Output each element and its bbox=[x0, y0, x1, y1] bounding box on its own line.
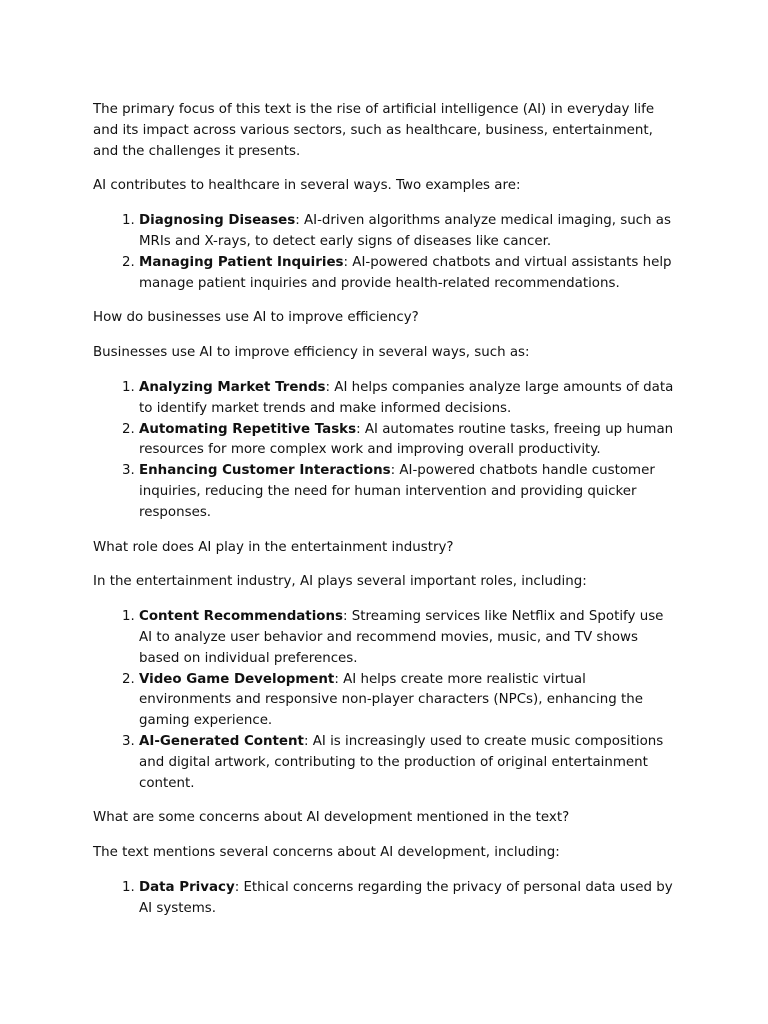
item-term: AI-Generated Content bbox=[139, 733, 304, 749]
entertainment-list bbox=[93, 607, 678, 794]
item-text: : AI-powered chatbots handle customer inquiries, reducing the need for human intervention and providing quicker responses. bbox=[139, 463, 655, 520]
item-text: : Streaming services like Netflix and Spotify use AI to analyze user behavior and recommend movies, music, and TV shows based on individual preferences. bbox=[139, 609, 664, 666]
list-item bbox=[139, 253, 678, 295]
item-text: : AI helps companies analyze large amounts of data to identify market trends and make informed decisions. bbox=[139, 379, 674, 416]
intro-paragraph: The primary focus of this text is the rise of artificial intelligence (AI) in everyday life and its impact across various sectors, such as healthcare, business, entertainment, and the challenges it presents. bbox=[93, 102, 655, 159]
item-term: Managing Patient Inquiries bbox=[139, 254, 344, 270]
list-item bbox=[139, 607, 678, 669]
business-question: How do businesses use AI to improve efficiency? bbox=[93, 310, 419, 326]
item-term: Enhancing Customer Interactions bbox=[139, 463, 391, 479]
item-term: Content Recommendations bbox=[139, 609, 344, 625]
item-text: : AI helps create more realistic virtual environments and responsive non-player characters (NPCs), enhancing the gaming experience. bbox=[139, 671, 643, 729]
healthcare-list bbox=[93, 211, 678, 294]
item-term: Diagnosing Diseases bbox=[139, 213, 296, 229]
concerns-question: What are some concerns about AI development mentioned in the text? bbox=[93, 810, 570, 826]
item-term: Analyzing Market Trends bbox=[139, 379, 326, 395]
healthcare-lead: AI contributes to healthcare in several ways. Two examples are: bbox=[93, 178, 521, 194]
business-list bbox=[93, 378, 678, 524]
concerns-lead: The text mentions several concerns about AI development, including: bbox=[93, 845, 560, 861]
business-lead: Businesses use AI to improve efficiency in several ways, such as: bbox=[93, 345, 530, 361]
list-item bbox=[139, 461, 678, 523]
item-term: Data Privacy bbox=[139, 879, 235, 895]
concerns-list bbox=[93, 878, 678, 920]
document-page bbox=[93, 100, 678, 934]
entertainment-question: What role does AI play in the entertainment industry? bbox=[93, 539, 454, 555]
item-text: : AI is increasingly used to create music compositions and digital artwork, contributing to the production of original entertainment content. bbox=[139, 733, 664, 791]
item-text: : Ethical concerns regarding the privacy of personal data used by AI systems. bbox=[139, 879, 673, 916]
item-text: : AI-driven algorithms analyze medical imaging, such as MRIs and X-rays, to detect early signs of diseases like cancer. bbox=[139, 213, 671, 249]
item-text: : AI automates routine tasks, freeing up human resources for more complex work and improving overall productivity. bbox=[139, 421, 674, 458]
item-term: Video Game Development bbox=[139, 671, 335, 687]
list-item bbox=[139, 670, 678, 732]
list-item bbox=[139, 732, 678, 794]
entertainment-lead: In the entertainment industry, AI plays several important roles, including: bbox=[93, 574, 587, 590]
list-item bbox=[139, 878, 678, 920]
list-item bbox=[139, 211, 678, 253]
list-item bbox=[139, 378, 678, 420]
list-item bbox=[139, 420, 678, 462]
item-term: Automating Repetitive Tasks bbox=[139, 421, 357, 437]
item-text: : AI-powered chatbots and virtual assistants help manage patient inquiries and provide health-related recommendations. bbox=[139, 254, 672, 291]
